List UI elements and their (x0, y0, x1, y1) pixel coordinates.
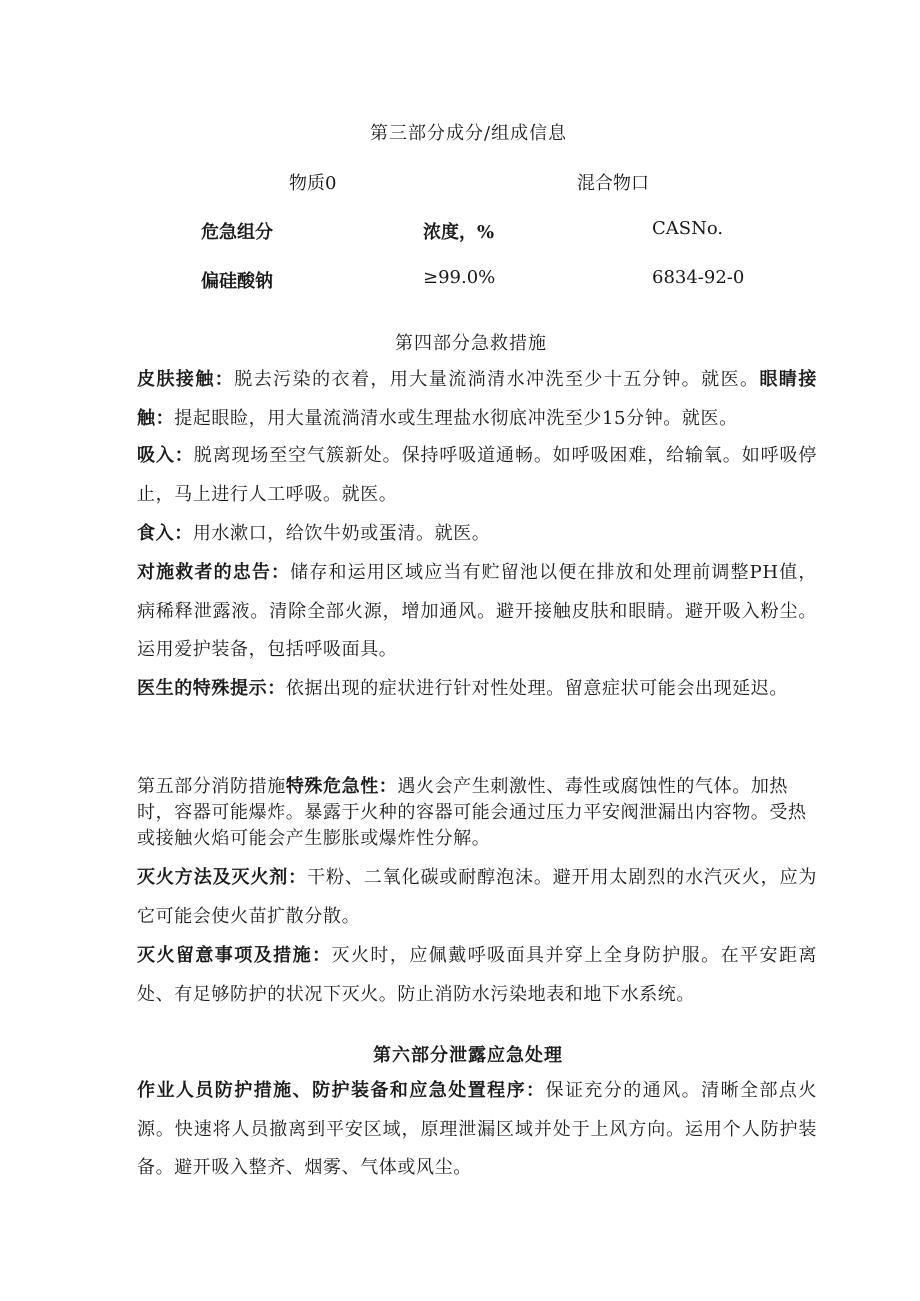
header-cas: CASNo. (652, 218, 724, 239)
ingest-label: 食入： (137, 523, 193, 544)
method-label: 灭火方法及灭火剂： (137, 867, 308, 888)
hazard-paragraph (137, 774, 817, 852)
notice-text: 灭火时，应佩戴呼吸面具并穿上全身防护服。在平安距离处、有足够防护的状况下灭火。防止消防水污染地表和地下水系统。 (137, 945, 817, 1005)
hazard-text: 遇火会产生刺激性、毒性或腐蚀性的气体。加热时，容器可能爆炸。暴露于火种的容器可能会通过压力平安阀泄漏出内容物。受热或接触火焰可能会产生膨胀或爆炸性分解。 (137, 776, 807, 849)
section3-title: 第三部分成分/组成信息 (370, 123, 568, 144)
eye-text: 提起眼睑，用大量流淌清水或生理盐水彻底冲洗至少15分钟。就医。 (174, 407, 738, 429)
notice-label: 灭火留意事项及措施： (137, 945, 332, 966)
header-component: 危急组分 (201, 222, 273, 243)
ppe-label: 作业人员防护措施、防护装备和应急处置程序： (137, 1080, 546, 1101)
inhale-paragraph (137, 437, 817, 514)
skin-label: 皮肤接触： (137, 369, 235, 390)
cell-cas: 6834-92-0 (652, 267, 745, 288)
rescuer-text: 储存和运用区域应当有贮留池以便在排放和处理前调整PH值，病稀释泄露液。清除全部火源，增加通风。避开接触皮肤和眼睛。避开吸入粉尘。运用爱护装备，包括呼吸面具。 (137, 562, 817, 661)
hazard-label: 特殊危急性： (285, 776, 398, 797)
skin-eye-paragraph (137, 361, 817, 438)
doctor-label: 医生的特殊提示： (137, 678, 286, 699)
section5-title: 第五部分消防措施 (137, 776, 286, 797)
mixture-option: 混合物口 (577, 173, 649, 194)
method-paragraph (137, 859, 817, 936)
eye-label: 眼睛接触： (137, 369, 817, 429)
cell-component: 偏硅酸钠 (201, 271, 273, 292)
ppe-text: 保证充分的通风。清晰全部点火源。快速将人员撤离到平安区域，原理泄漏区域并处于上风方向。运用个人防护装备。避开吸入整齐、烟雾、气体或风尘。 (137, 1080, 817, 1179)
ingest-paragraph (137, 515, 817, 554)
skin-text: 脱去污染的衣着，用大量流淌清水冲洗至少十五分钟。就医。 (234, 369, 760, 390)
method-text: 干粉、二氧化碳或耐醇泡沫。避开用太剧烈的水汽灭火，应为它可能会使火苗扩散分散。 (137, 867, 817, 927)
doctor-paragraph (137, 670, 817, 709)
rescuer-paragraph (137, 554, 817, 670)
header-concentration: 浓度，% (423, 222, 495, 243)
rescuer-label: 对施救者的忠告： (137, 562, 291, 583)
notice-paragraph (137, 937, 817, 1014)
section4-title: 第四部分急救措施 (395, 333, 547, 354)
ppe-paragraph (137, 1072, 817, 1188)
inhale-text: 脱离现场至空气簇新处。保持呼吸道通畅。如呼吸困难，给输氧。如呼吸停止，马上进行人工呼吸。就医。 (137, 445, 817, 505)
cell-concentration: ≥99.0% (423, 267, 496, 288)
section6-title: 第六部分泄露应急处理 (373, 1045, 563, 1066)
ingest-text: 用水漱口，给饮牛奶或蛋清。就医。 (192, 523, 491, 544)
inhale-label: 吸入： (137, 445, 194, 466)
substance-option: 物质0 (289, 173, 337, 194)
doctor-text: 依据出现的症状进行针对性处理。留意症状可能会出现延迟。 (285, 678, 789, 699)
